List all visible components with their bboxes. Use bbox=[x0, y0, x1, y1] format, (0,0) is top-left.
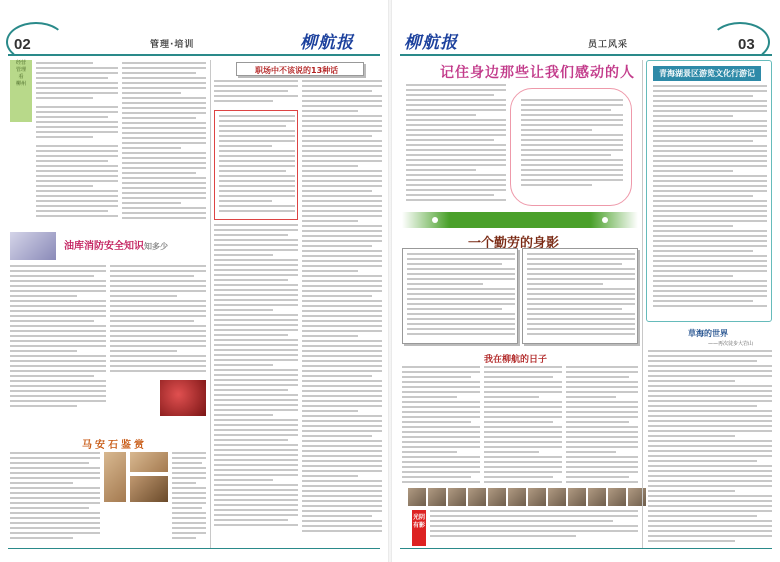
days-text-col1 bbox=[402, 366, 480, 486]
newspaper-page-left bbox=[0, 0, 388, 562]
diligent-box-right bbox=[522, 248, 638, 344]
safety-article-image bbox=[10, 232, 56, 260]
days-footnote-text bbox=[430, 510, 638, 546]
page-number: 02 bbox=[14, 36, 31, 53]
remember-article-title: 记住身边那些让我们感动的人 bbox=[440, 65, 635, 81]
days-text-col3 bbox=[566, 366, 638, 486]
stone-image-2 bbox=[130, 452, 168, 472]
column-divider bbox=[210, 60, 211, 548]
page-header-right bbox=[392, 0, 780, 58]
side-label-block: 经营 管理 看 柳州 bbox=[10, 60, 32, 122]
column-divider bbox=[642, 60, 643, 548]
stone-text-col2 bbox=[172, 452, 206, 546]
mistakes-text-col2 bbox=[302, 80, 382, 546]
safety-text-col1 bbox=[10, 265, 106, 415]
article-text-col2 bbox=[122, 62, 206, 230]
article-text-col1 bbox=[36, 62, 118, 230]
section-title: 管理·培训 bbox=[150, 40, 195, 50]
vertical-tag: 光阴有影 bbox=[412, 510, 426, 546]
diligent-article-title: 一个勤劳的身影 bbox=[468, 236, 560, 251]
photo-strip bbox=[408, 488, 646, 506]
page-header-left bbox=[0, 0, 388, 58]
diligent-banner bbox=[402, 212, 638, 228]
mistakes-highlight-box bbox=[214, 110, 298, 220]
page-footer-right bbox=[400, 548, 772, 556]
fire-illustration-image bbox=[160, 380, 206, 416]
safety-article-title: 油库消防安全知识知多少 bbox=[64, 241, 168, 252]
remember-quote-box bbox=[510, 88, 632, 206]
grass-article-subtitle: ——再次徒步大岩山 bbox=[708, 341, 754, 347]
masthead: 柳航报 bbox=[300, 33, 354, 53]
mistakes-title-box: 职场中不该说的13种话 bbox=[236, 62, 364, 76]
mistakes-intro-text bbox=[214, 80, 298, 108]
days-text-col2 bbox=[484, 366, 562, 486]
masthead: 柳航报 bbox=[404, 33, 458, 53]
mistakes-text-col1 bbox=[214, 224, 298, 546]
diligent-box-left bbox=[402, 248, 518, 344]
section-title: 员工风采 bbox=[588, 40, 629, 50]
header-rule bbox=[8, 54, 380, 56]
stone-image-3 bbox=[130, 476, 168, 502]
grass-article-title: 草海的世界 bbox=[688, 329, 728, 338]
page-number: 03 bbox=[738, 36, 755, 53]
remember-text-col1 bbox=[406, 84, 506, 204]
header-rule bbox=[400, 54, 772, 56]
travel-article-box: 青海湖景区游览文化行游记 bbox=[646, 60, 772, 322]
newspaper-page-right bbox=[392, 0, 780, 562]
days-article-title: 我在柳航的日子 bbox=[484, 355, 548, 365]
stone-text-col1 bbox=[10, 452, 100, 546]
grass-text bbox=[648, 350, 772, 546]
page-footer-left bbox=[8, 548, 380, 556]
stone-article-title: 马安石鉴赏 bbox=[82, 440, 147, 451]
stone-image-1 bbox=[104, 452, 126, 502]
safety-text-col2 bbox=[110, 265, 206, 377]
